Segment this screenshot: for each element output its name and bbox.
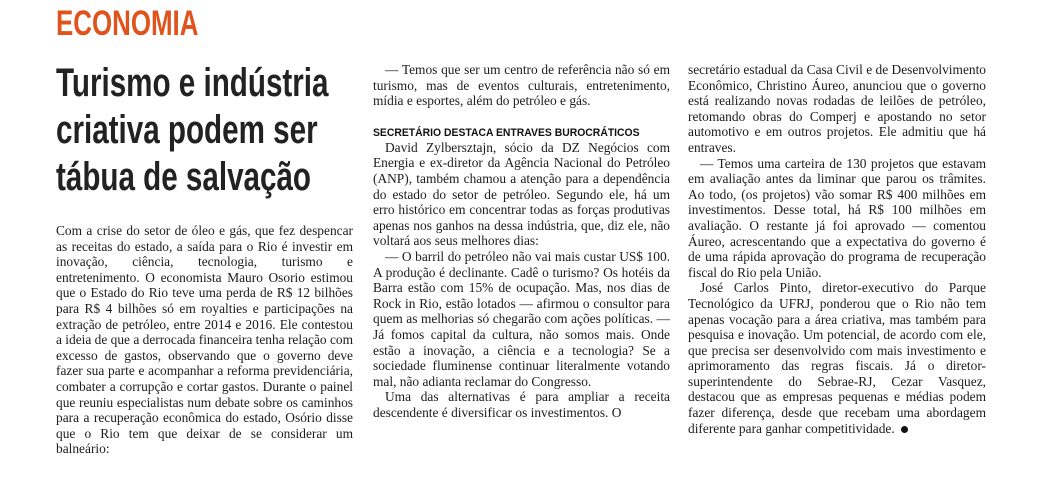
section-label: ECONOMIA [56,4,199,43]
paragraph-zylbersztajn-quote: — O barril do petróleo não vai mais custar US$ 100. A produção é declinante. Cadê o turismo? Os hotéis da Barra estão com 15% de ocupação. Mas, nos dias de Rock in Rio, estão lotados — afirmou o consultor para quem as melhorias só chegarão com ações políticas. — Já fomos capital da cultura, não somos mais. Onde estão a inovação, a ciência e a tecnologia? Se a sociedade fluminense continuar literalmente votando mal, não adianta reclamar do Congresso. [373,248,670,389]
headline-line-1: Turismo e indústria [56,61,329,105]
paragraph-osorio-quote: — Temos que ser um centro de referência não só em turismo, mas de eventos culturais, entretenimento, mídia e esportes, além do petróleo e gás. [373,62,670,109]
article-column-1 [56,223,353,457]
end-mark-icon [901,426,908,433]
paragraph-alternatives-continued: secretário estadual da Casa Civil e de Desenvolvimento Econômico, Christino Áureo, anunciou que o governo está realizando novas rodadas de leilões de petróleo, retomando obras do Comperj e apostando no setor automotivo e em outros projetos. Ele admitiu que há entraves. [688,62,986,155]
paragraph-intro: Com a crise do setor de óleo e gás, que fez despencar as receitas do estado, a saída para o Rio é investir em inovação, ciência, tecnologia, turismo e entretenimento. O economista Mauro Osorio estimou que o Estado do Rio teve uma perda de R$ 12 bilhões para R$ 4 bilhões só em royalties e participações na extração de petróleo, entre 2014 e 2016. Ele contestou a ideia de que a derrocada financeira tenha relação com excesso de gastos, observando que o governo deve fazer sua parte e acompanhar a reforma previdenciária, combater a corrupção e cortar gastos. Durante o painel que reuniu especialistas num debate sobre os caminhos para a recuperação econômica do estado, Osório disse que o Rio tem que deixar de se considerar um balneário: [56,223,354,457]
paragraph-zylbersztajn: David Zylbersztajn, sócio da DZ Negócios com Energia e ex-diretor da Agência Nacional do Petróleo (ANP), também chamou a atenção para a dependência do estado do setor de petróleo. Segundo ele, há um erro histórico em concentrar todas as forças produtivas apenas nos ganhos na dessa indústria, que, diz ele, não voltará aos seus melhores dias: [373,139,670,249]
article-column-3 [688,62,986,436]
headline-line-3: tábua de salvação [56,155,312,199]
subheading: SECRETÁRIO DESTACA ENTRAVES BUROCRÁTICOS [373,126,640,139]
paragraph-alternatives: Uma das alternativas é para ampliar a receita descendente é diversificar os investimentos. O [373,389,670,420]
paragraph-aureo-quote: — Temos uma carteira de 130 projetos que estavam em avaliação antes da liminar que parou os trâmites. Ao todo, (os projetos) vão somar R$ 400 milhões em investimentos. Desse total, há R$ 100 milhões em avaliação. O restante já foi aprovado — comentou Áureo, acrescentando que a expectativa do governo é de uma rápida aprovação do programa de recuperação fiscal do Rio pela União. [688,155,986,280]
article-column-2 [373,62,670,420]
headline-line-2: criativa podem ser [56,108,318,152]
paragraph-closing-text: José Carlos Pinto, diretor-executivo do Parque Tecnológico da UFRJ, ponderou que o Rio não tem apenas vocação para a área criativa, mas também para pesquisa e inovação. Um potencial, de acordo com ele, que precisa ser desenvolvido com mais investimento e aprimoramento das regras fiscais. Já o diretor-superintendente do Sebrae-RJ, Cezar Vasquez, destacou que as empresas pequenas e médias podem fazer diferença, desde que recebam uma abordagem diferente para ganhar competitividade. [688,280,986,436]
paragraph-closing [688,280,986,436]
headline [56,60,426,201]
